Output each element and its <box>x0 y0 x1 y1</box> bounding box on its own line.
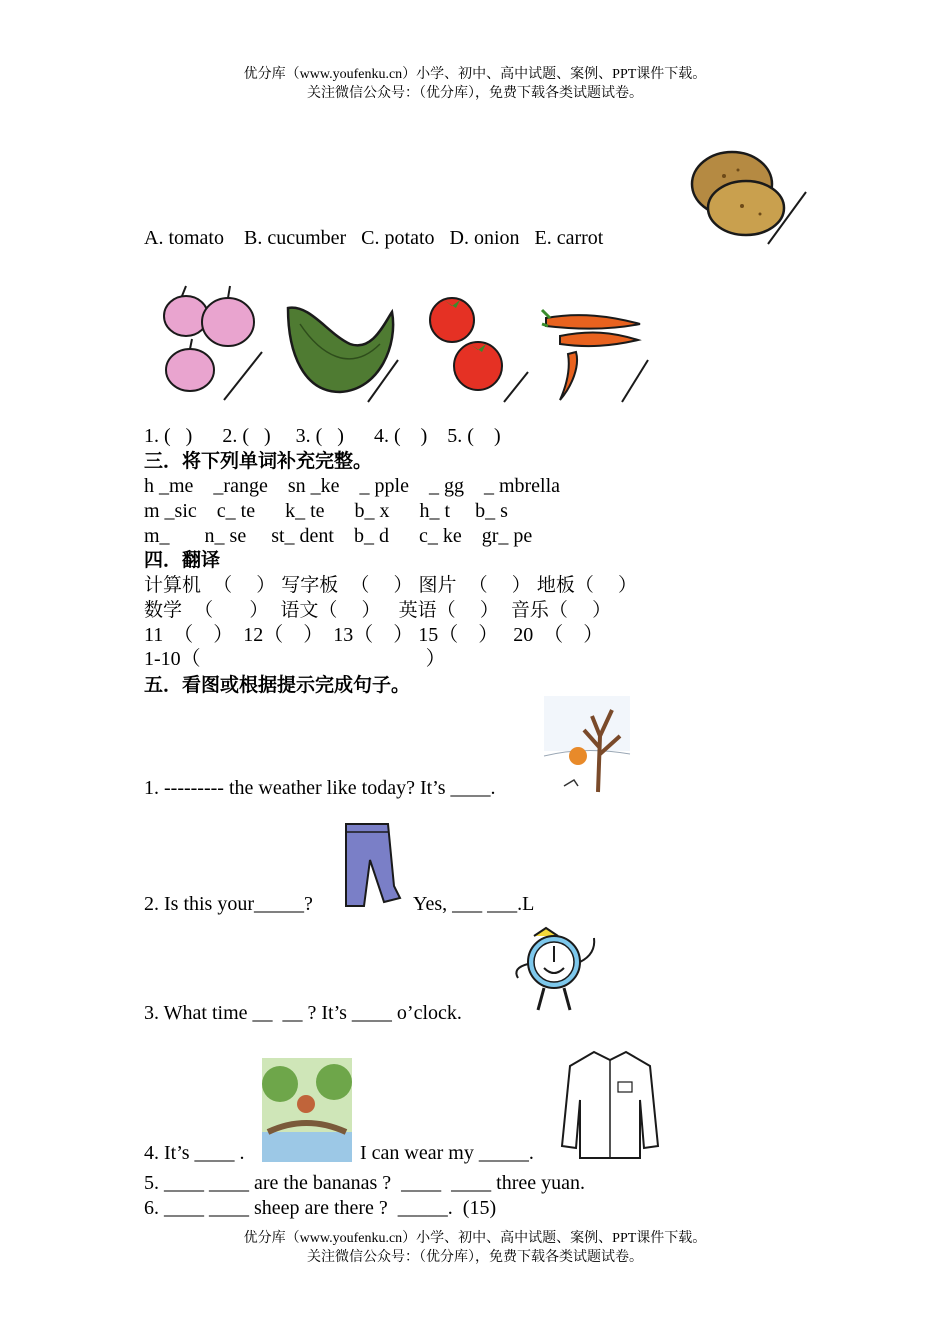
question-4-part-1: 4. It’s ____ . <box>144 1142 245 1164</box>
carrot-picture <box>540 296 652 404</box>
cucumber-picture <box>280 294 400 404</box>
trousers-picture <box>340 820 404 912</box>
question-3: 3. What time __ __ ? It’s ____ o’clock. <box>144 1002 462 1024</box>
tomato-picture <box>410 292 530 404</box>
section3-row-1: h _me _range sn _ke _ pple _ gg _ mbrella <box>144 475 561 497</box>
section3-title: 三．将下列单词补充完整。 <box>144 450 373 472</box>
section5-title: 五．看图或根据提示完成句子。 <box>144 674 411 696</box>
onion-picture <box>154 282 268 404</box>
header-line-1: 优分库（www.youfenku.cn）小学、初中、高中试题、案例、PPT课件下载。 <box>243 67 707 82</box>
section4-row-3: 11 （ ） 12（ ） 13（ ） 15（ ） 20 （ ） <box>144 624 604 646</box>
question-6: 6. ____ ____ sheep are there ? _____. (15) <box>144 1197 497 1219</box>
footer-line-2: 关注微信公众号：（优分库），免费下载各类试题试卷。 <box>307 1250 643 1265</box>
shirt-picture <box>560 1046 660 1162</box>
header-line-2: 关注微信公众号：（优分库），免费下载各类试题试卷。 <box>307 86 643 101</box>
question-2-part-2: Yes, ___ ___.L <box>413 893 535 915</box>
vegetable-answers: 1. ( ) 2. ( ) 3. ( ) 4. ( ) 5. ( ) <box>144 425 501 447</box>
question-1: 1. --------- the weather like today? It’s ____. <box>144 777 496 799</box>
question-5: 5. ____ ____ are the bananas ? ____ ____ three yuan. <box>144 1172 585 1194</box>
winter-tree-picture <box>544 696 630 796</box>
clock-character-picture <box>508 924 600 1020</box>
question-2-part-1: 2. Is this your_____? <box>144 893 313 915</box>
section4-row-1: 计算机 （ ） 写字板 （ ） 图片 （ ） 地板（ ） <box>144 574 637 596</box>
section4-row-2: 数学 （ ） 语文（ ） 英语（ ） 音乐（ ） <box>144 599 612 621</box>
question-4-part-2: I can wear my _____. <box>360 1142 534 1164</box>
park-bridge-picture <box>262 1058 352 1162</box>
section4-row-4: 1-10（ ） <box>144 648 446 670</box>
section4-title: 四．翻译 <box>144 549 221 571</box>
section3-row-3: m_ n_ se st_ dent b_ d c_ ke gr_ pe <box>144 525 533 547</box>
footer-line-1: 优分库（www.youfenku.cn）小学、初中、高中试题、案例、PPT课件下载。 <box>243 1231 707 1246</box>
vegetable-options: A. tomato B. cucumber C. potato D. onion E. carrot <box>144 227 604 249</box>
section3-row-2: m _sic c_ te k_ te b_ x h_ t b_ s <box>144 500 508 522</box>
potato-picture <box>676 126 810 246</box>
